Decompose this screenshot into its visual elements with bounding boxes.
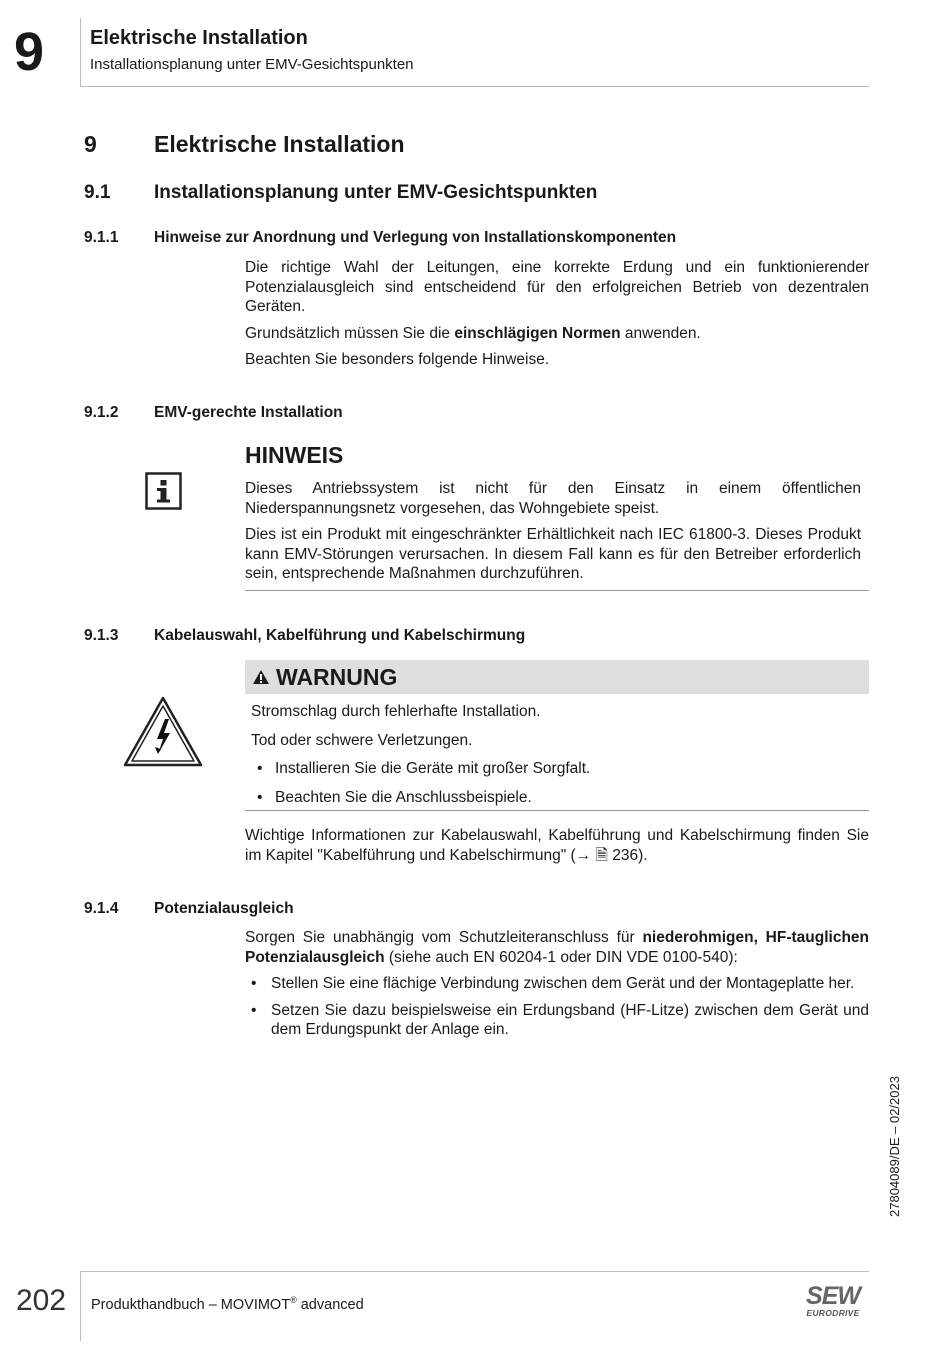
heading-number-9-1-4: 9.1.4 — [84, 900, 119, 917]
document-code: 27804089/DE – 02/2023 — [887, 1076, 902, 1217]
note-rule — [245, 590, 869, 591]
bold-text: einschlägigen Normen — [454, 324, 621, 342]
warning-body — [251, 702, 863, 814]
heading-number-9-1-2: 9.1.2 — [84, 404, 119, 421]
chapter-number: 9 — [14, 22, 45, 82]
text: Grundsätzlich müssen Sie die — [245, 324, 455, 342]
header-divider-vertical — [80, 18, 81, 86]
paragraph: Dieses Antriebssystem ist nicht für den Einsatz in einem öffentlichen Niederspannungsnetz vorgesehen, das Wohngebiete speist. — [245, 480, 861, 517]
list-item: • Setzen Sie dazu beispielsweise ein Erdungsband (HF-Litze) zwischen dem Gerät und dem Erdungspunkt der Anlage ein. — [245, 1001, 869, 1040]
heading-title-9-1-1: Hinweise zur Anordnung und Verlegung von Installationskomponenten — [154, 229, 677, 246]
text: Produkthandbuch – MOVIMOT — [91, 1296, 291, 1313]
heading-number-9-1-3: 9.1.3 — [84, 627, 119, 644]
paragraph: Wichtige Informationen zur Kabelauswahl, Kabelführung und Kabelschirmung finden Sie im Kapitel "Kabelführung und Kabelschirmung" (→ 🗎 236). — [245, 827, 869, 864]
subsection-number-9-1: 9.1 — [84, 182, 111, 203]
body-9-1-4 — [245, 928, 869, 1047]
paragraph: Tod oder schwere Verletzungen. — [251, 731, 473, 749]
heading-title-9-1-3: Kabelauswahl, Kabelführung und Kabelschirmung — [154, 627, 526, 644]
warning-rule — [245, 810, 869, 811]
header-divider-horizontal — [80, 86, 869, 87]
text: advanced — [296, 1296, 364, 1313]
list-item: • Installieren Sie die Geräte mit großer Sorgfalt. — [251, 759, 863, 779]
warning-title: WARNUNG — [276, 664, 398, 690]
text: anwenden. — [620, 324, 701, 342]
bold-text: niederohmigen, HF-tauglichen Potenzialausgleich — [245, 929, 869, 966]
heading-number-9-1-1: 9.1.1 — [84, 229, 119, 246]
text: Sorgen Sie unabhängig vom Schutzleiteranschluss für — [245, 929, 643, 946]
warning-header-bar — [245, 660, 869, 694]
note-body — [245, 479, 861, 591]
logo-sub: EURODRIVE — [806, 1308, 860, 1318]
text: (siehe auch EN 60204-1 oder DIN VDE 0100-540): — [384, 948, 738, 966]
list-item: • Stellen Sie eine flächige Verbindung zwischen dem Gerät und der Montageplatte her. — [245, 974, 869, 994]
section-title: Elektrische Installation — [154, 131, 405, 157]
body-9-1-3 — [245, 826, 869, 872]
note-title: HINWEIS — [245, 442, 344, 468]
subsection-title-9-1: Installationsplanung unter EMV-Gesichtspunkten — [154, 182, 598, 203]
registered-mark: ® — [290, 1295, 297, 1305]
heading-title-9-1-2: EMV-gerechte Installation — [154, 404, 343, 421]
paragraph: Stromschlag durch fehlerhafte Installation. — [251, 703, 541, 720]
header-title: Elektrische Installation — [90, 27, 308, 49]
section-number: 9 — [84, 131, 97, 157]
paragraph: Die richtige Wahl der Leitungen, eine korrekte Erdung und ein funktionierender Potenzialausgleich sind entscheidend für den erfolgreichen Betrieb von dezentralen Geräten. — [245, 259, 869, 315]
paragraph — [245, 324, 869, 344]
paragraph: Beachten Sie besonders folgende Hinweise. — [245, 351, 550, 368]
heading-title-9-1-4: Potenzialausgleich — [154, 900, 294, 917]
sew-eurodrive-logo — [797, 1284, 869, 1318]
paragraph — [245, 928, 869, 967]
body-9-1-1 — [245, 258, 869, 377]
list-item: • Beachten Sie die Anschlussbeispiele. — [251, 788, 863, 808]
page-number: 202 — [16, 1284, 67, 1317]
footer-divider-vertical — [80, 1271, 81, 1341]
footer-title — [91, 1295, 364, 1313]
logo-main: SEW — [806, 1282, 860, 1310]
info-icon — [145, 472, 182, 515]
warning-small-icon — [252, 669, 270, 690]
footer-divider-horizontal — [80, 1271, 869, 1272]
header-subtitle: Installationsplanung unter EMV-Gesichtspunkten — [90, 56, 414, 73]
electric-shock-warning-icon — [123, 696, 203, 773]
paragraph: Dies ist ein Produkt mit eingeschränkter Erhältlichkeit nach IEC 61800-3. Dieses Produkt kann EMV-Störungen verursachen. In diesem Fall kann es für den Betreiber erforderlich sein, entsprechende Maßnahmen durchzuführen. — [245, 526, 861, 582]
